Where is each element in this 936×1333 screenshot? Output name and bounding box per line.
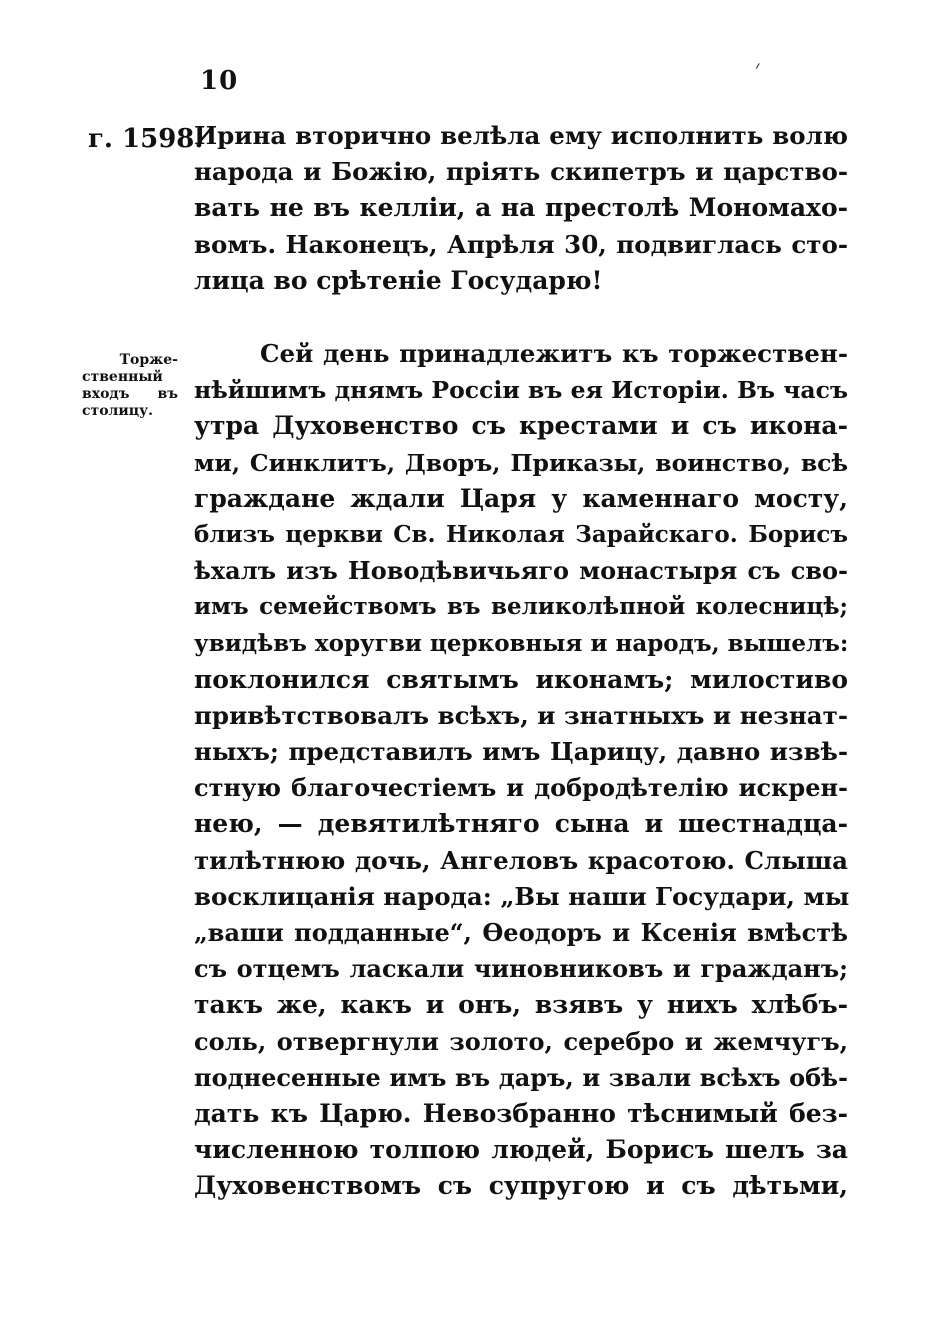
side-note-line: ственный (82, 369, 163, 385)
text-line: близъ церкви Св. Николая Зарайскаго. Борисъ (194, 520, 848, 548)
page-number: 10 (200, 66, 239, 96)
text-line: вать не въ келліи, а на престолѣ Мономахо- (194, 193, 848, 223)
text-line: „ваши подданные“, Ѳеодоръ и Ксенія вмѣстѣ (194, 918, 848, 947)
text-line: восклицанія народа: „Вы наши Государи, мы (194, 881, 850, 911)
text-line: ныхъ; представилъ имъ Царицу, давно извѣ- (194, 737, 848, 767)
ink-speck (756, 63, 763, 71)
text-line: стную благочестіемъ и добродѣтелію искрен- (194, 773, 848, 803)
text-line: привѣтствовалъ всѣхъ, и знатныхъ и незнат- (194, 700, 849, 730)
text-line: Духовенствомъ съ супругою и съ дѣтьми, (194, 1171, 848, 1201)
year-margin-note: г. 1598. (88, 124, 204, 154)
text-line: дать къ Царю. Невозбранно тѣснимый без- (194, 1098, 848, 1128)
side-margin-note (82, 352, 178, 420)
paragraph-2 (194, 336, 848, 1205)
text-line: поклонился святымъ иконамъ; милостиво (194, 664, 848, 694)
text-line: граждане ждали Царя у каменнаго мосту, (194, 483, 848, 513)
side-note-line: Торже- (119, 352, 178, 368)
text-line: нею, — девятилѣтняго сына и шестнадца- (194, 809, 848, 839)
text-line: Сей день принадлежитъ къ торжествен- (260, 339, 848, 368)
text-line: ми, Синклитъ, Дворъ, Приказы, воинство, всѣ (194, 448, 848, 477)
text-line: имъ семействомъ въ великолѣпной колесницѣ; (194, 593, 848, 621)
side-note-line: входъ въ (82, 386, 178, 402)
text-line: поднесенные имъ въ даръ, и звали всѣхъ обѣ- (194, 1062, 848, 1092)
text-line: вомъ. Наконецъ, Апрѣля 30, подвиглась сто- (194, 229, 848, 259)
text-line: соль, отвергнули золото, серебро и жемчугъ, (194, 1026, 848, 1056)
text-line: лица во срѣтеніе Государю! (194, 265, 603, 295)
text-line: Ирина вторично велѣла ему исполнить волю (194, 121, 848, 150)
text-line: ѣхалъ изъ Новодѣвичьяго монастыря съ сво- (194, 556, 848, 586)
text-line: нѣйшимъ днямъ Россіи въ ея Исторіи. Въ часъ (194, 376, 848, 405)
side-note-line: столицу. (82, 403, 153, 419)
text-line: тилѣтнюю дочь, Ангеловъ красотою. Слыша (194, 845, 848, 875)
text-line: увидѣвъ хоругви церковныя и народъ, вышелъ: (194, 629, 849, 657)
text-line: утра Духовенство съ крестами и съ икона- (194, 411, 848, 441)
text-line: такъ же, какъ и онъ, взявъ у нихъ хлѣбъ- (194, 990, 848, 1020)
text-line: народа и Божію, пріять скипетръ и царство- (194, 157, 848, 187)
text-line: численною толпою людей, Борисъ шелъ за (194, 1135, 848, 1165)
text-line: съ отцемъ ласкали чиновниковъ и гражданъ; (194, 954, 848, 984)
paragraph-1 (194, 118, 848, 299)
